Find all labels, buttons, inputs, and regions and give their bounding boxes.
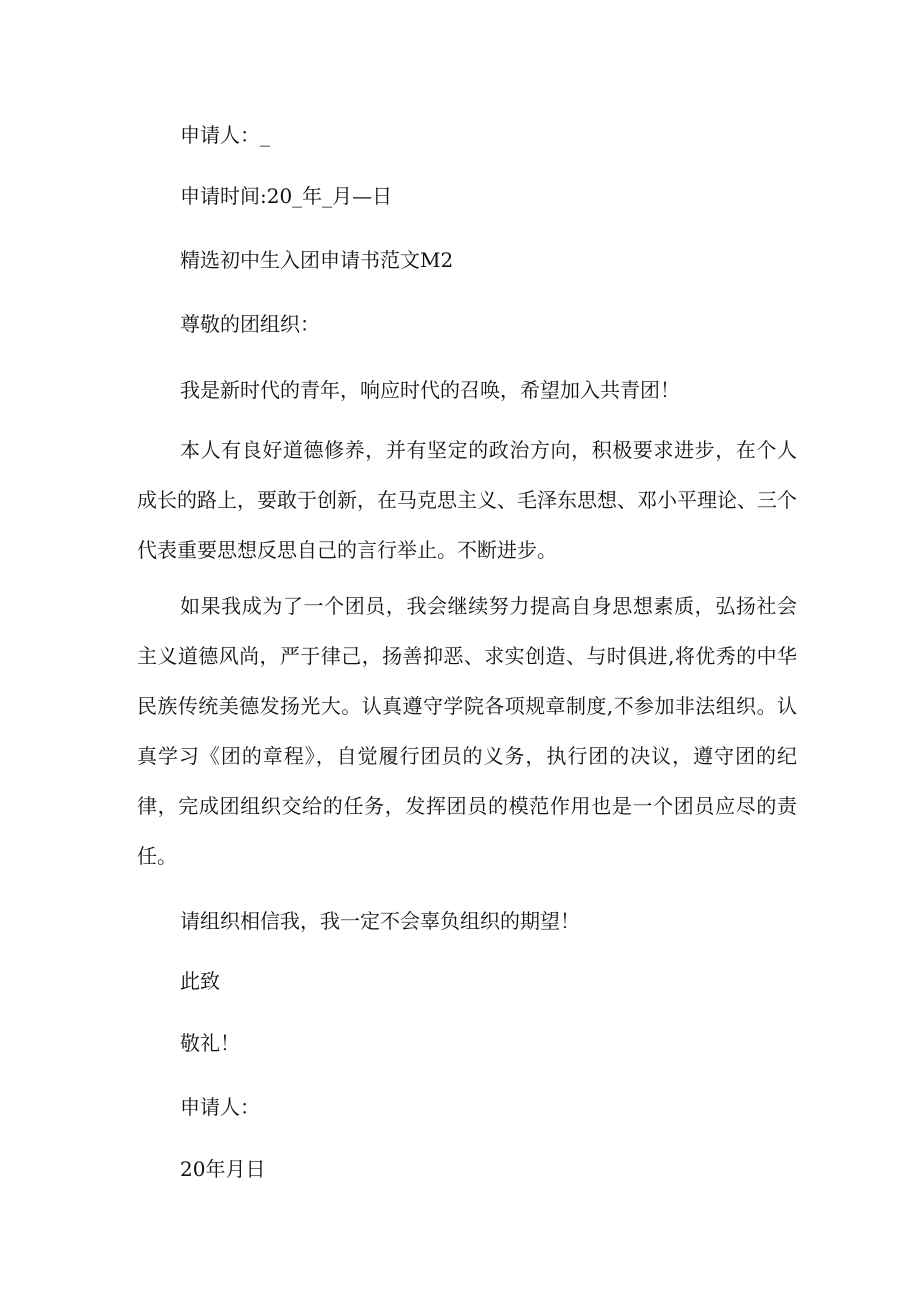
salutation: 尊敬的团组织： xyxy=(180,312,320,336)
date-line: 20年月日 xyxy=(180,1157,266,1181)
signature-line: 申请人： xyxy=(180,1095,260,1119)
apply-date-line-top: 申请时间:20_年_月—日 xyxy=(180,184,393,208)
applicant-line-top: 申请人：_ xyxy=(180,123,270,147)
paragraph-2: 如果我成为了一个团员，我会继续努力提高自身思想素质，弘扬社会主义道德风尚，严于律己，扬善抑恶、求实创造、与时俱进,将优秀的中华民族传统美德发扬光大。认真遵守学院各项规章制度,不参加非法组织。认真学习《团的章程》，自觉履行团员的义务，执行团的决议，遵守团的纪律，完成团组织交给的任务，发挥团员的模范作用也是一个团员应尽的责任。 xyxy=(137,594,797,868)
intro-line: 我是新时代的青年，响应时代的召唤，希望加入共青团！ xyxy=(180,378,680,402)
closing-cizhi: 此致 xyxy=(180,969,220,993)
closing-request: 请组织相信我，我一定不会辜负组织的期望！ xyxy=(180,909,580,933)
paragraph-1: 本人有良好道德修养，并有坚定的政治方向，积极要求进步，在个人成长的路上，要敢于创新，在马克思主义、毛泽东思想、邓小平理论、三个代表重要思想反思自己的言行举止。不断进步。 xyxy=(137,438,797,562)
closing-jingli: 敬礼！ xyxy=(180,1031,240,1055)
sample-title: 精选初中生入团申请书范文M2 xyxy=(180,248,454,272)
